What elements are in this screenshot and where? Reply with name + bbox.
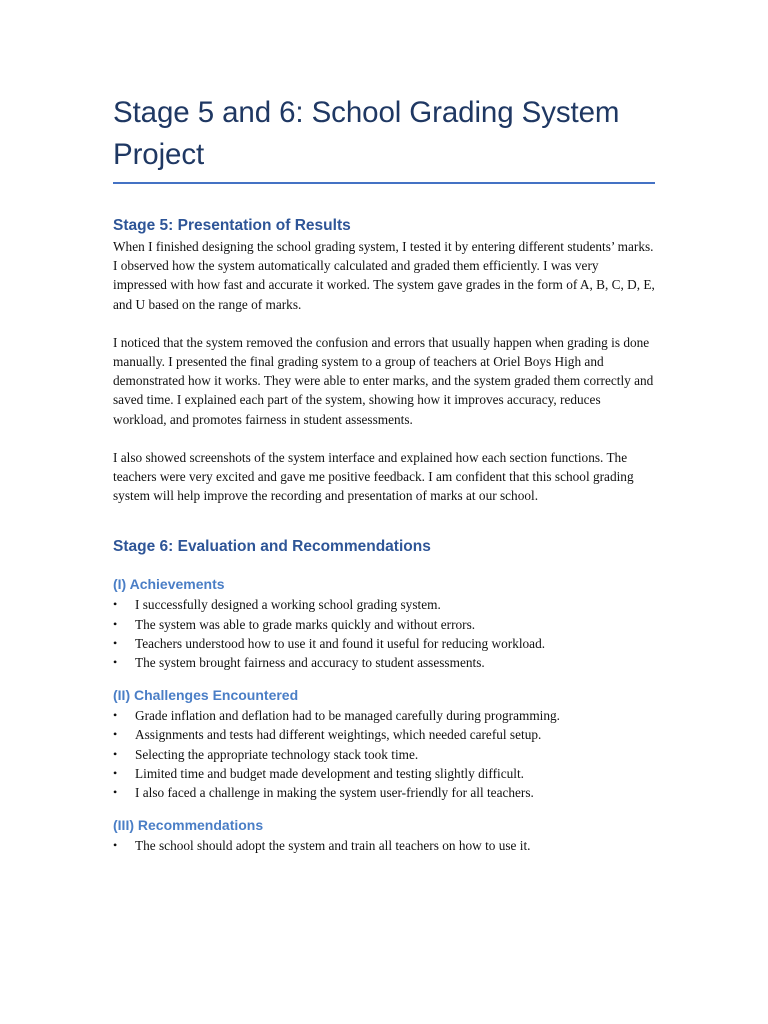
list-item: • Assignments and tests had different weightings, which needed careful setup. bbox=[113, 725, 655, 744]
bullet-icon: • bbox=[113, 655, 118, 670]
bullet-icon: • bbox=[113, 727, 118, 742]
achievements-heading: (I) Achievements bbox=[113, 576, 225, 593]
bullet-icon: • bbox=[113, 785, 118, 800]
list-item: • I also faced a challenge in making the system user-friendly for all teachers. bbox=[113, 783, 655, 802]
document-page bbox=[113, 92, 655, 855]
list-item: • The system was able to grade marks quickly and without errors. bbox=[113, 615, 655, 634]
document-title-line-2: Project bbox=[113, 138, 205, 171]
bullet-icon: • bbox=[113, 616, 118, 631]
challenges-heading: (II) Challenges Encountered bbox=[113, 687, 299, 704]
document-title bbox=[113, 92, 655, 176]
list-item: • Selecting the appropriate technology stack took time. bbox=[113, 745, 655, 764]
title-underline bbox=[113, 182, 655, 184]
bullet-icon: • bbox=[113, 765, 118, 780]
recommendations-list bbox=[113, 836, 655, 855]
stage5-heading: Stage 5: Presentation of Results bbox=[113, 217, 351, 234]
list-item: • The school should adopt the system and train all teachers on how to use it. bbox=[113, 836, 655, 855]
list-item: • Teachers understood how to use it and found it useful for reducing workload. bbox=[113, 634, 655, 653]
stage6-heading: Stage 6: Evaluation and Recommendations bbox=[113, 538, 431, 556]
document-title-line-1: Stage 5 and 6: School Grading System bbox=[113, 96, 620, 129]
bullet-icon: • bbox=[113, 635, 118, 650]
challenges-list bbox=[113, 706, 655, 802]
bullet-icon: • bbox=[113, 838, 118, 853]
stage5-paragraph-3: I also showed screenshots of the system interface and explained how each section functions. The teachers were very excited and gave me positive feedback. I am confident that this school grading system will help improve the recording and presentation of marks at our school. bbox=[113, 449, 634, 504]
bullet-icon: • bbox=[113, 708, 118, 723]
list-item: • I successfully designed a working school grading system. bbox=[113, 595, 655, 614]
bullet-icon: • bbox=[113, 597, 118, 612]
list-item: • Grade inflation and deflation had to be managed carefully during programming. bbox=[113, 706, 655, 725]
recommendations-heading: (III) Recommendations bbox=[113, 817, 264, 834]
bullet-icon: • bbox=[113, 746, 118, 761]
list-item: • Limited time and budget made development and testing slightly difficult. bbox=[113, 764, 655, 783]
list-item: • The system brought fairness and accuracy to student assessments. bbox=[113, 653, 655, 672]
stage5-paragraph-1: When I finished designing the school grading system, I tested it by entering different students’ marks. I observed how the system automatically calculated and graded them efficiently. I was very impressed with how fast and accurate it worked. The system gave grades in the form of A, B, C, D, E, and U based on the range of marks. bbox=[113, 239, 655, 312]
stage5-paragraph-2: I noticed that the system removed the confusion and errors that usually happen when grading is done manually. I presented the final grading system to a group of teachers at Oriel Boys High and demonstrated how it works. They were able to enter marks, and the system graded them correctly and saved time. I explained each part of the system, showing how it improves accuracy, reduces workload, and promotes fairness in student assessments. bbox=[113, 334, 654, 427]
achievements-list bbox=[113, 595, 655, 672]
